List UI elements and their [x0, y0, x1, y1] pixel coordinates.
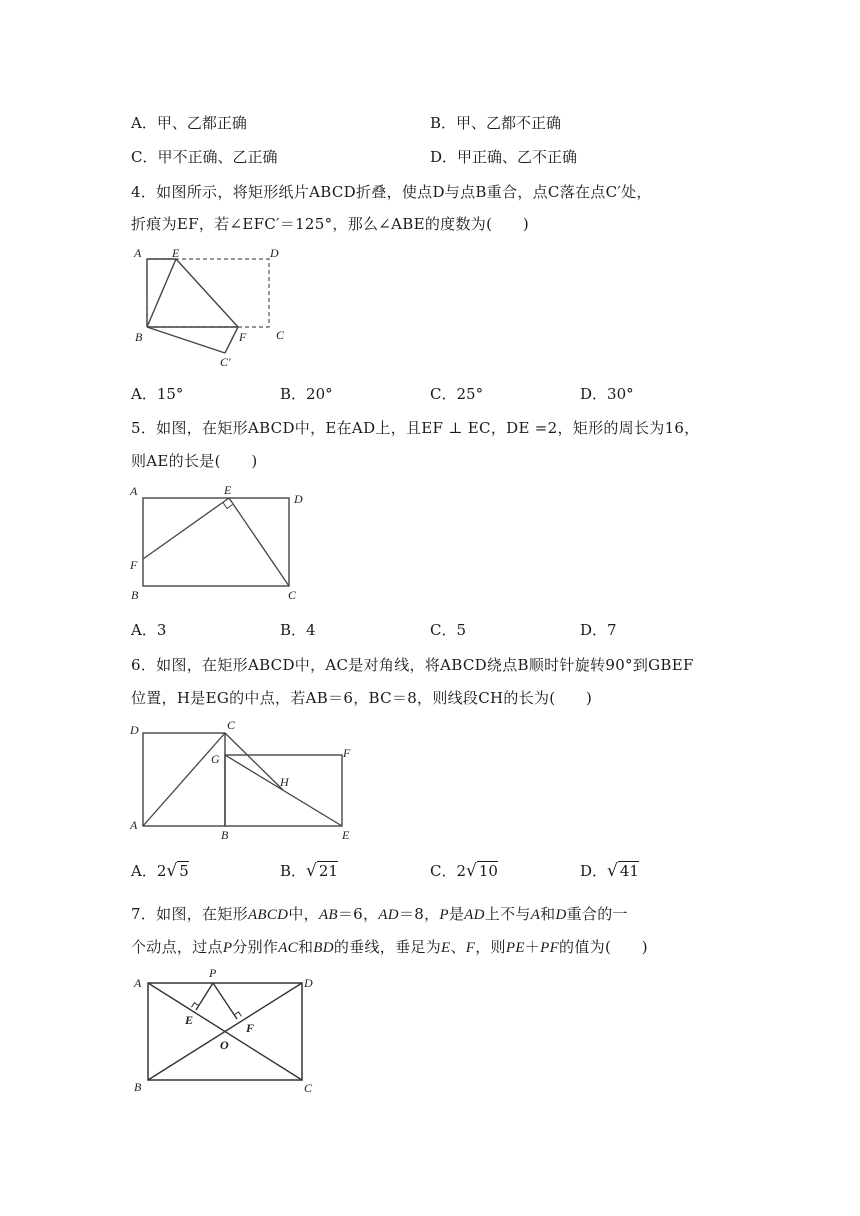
q5-label-c: C — [288, 588, 297, 602]
q6-label-d: D — [130, 723, 139, 737]
q7-var: PE — [505, 940, 525, 956]
q7-var: P — [439, 907, 449, 923]
q7-label-p: P — [209, 966, 217, 980]
q5-stem-line1: 5．如图，在矩形ABCD中，E在AD上，且EF ⊥ EC，DE =2，矩形的周长为16， — [131, 419, 700, 437]
q4-option-d: D．30° — [580, 385, 634, 403]
q7-text: 中， — [288, 905, 319, 923]
q7-label-b: B — [134, 1080, 142, 1094]
q6-option-d-radicand: 41 — [619, 862, 639, 880]
q6-segment-ge — [225, 755, 342, 826]
q5-label-e: E — [224, 483, 232, 497]
q5-right-angle-mark — [223, 503, 233, 509]
q6-option-c-radicand: 10 — [478, 862, 498, 880]
q3-option-d: D．甲正确、乙不正确 — [430, 148, 578, 166]
q5-segment-ec — [229, 498, 289, 586]
q6-label-e: E — [342, 828, 350, 842]
q4-label-d: D — [270, 246, 279, 260]
q7-var: AD — [464, 907, 485, 923]
q7-text: 7．如图，在矩形 — [131, 905, 248, 923]
radical-sign-icon: √ — [466, 861, 477, 881]
q7-var: AB — [318, 907, 338, 923]
q4-dashed-rect — [147, 259, 269, 327]
q6-segment-ch — [225, 733, 283, 790]
q4-label-c: C — [276, 328, 285, 342]
q7-segment-pf — [213, 983, 237, 1019]
q7-text: 和 — [540, 905, 556, 923]
q7-var: D — [555, 907, 567, 923]
q6-option-b — [280, 860, 338, 881]
q6-label-b: B — [221, 828, 229, 842]
q7-label-d: D — [304, 976, 313, 990]
q6-option-d — [580, 860, 639, 881]
q6-label-a: A — [130, 818, 138, 832]
q7-text: 个动点，过点 — [131, 938, 223, 956]
q5-segment-fe — [143, 498, 229, 559]
q7-var: BD — [313, 940, 334, 956]
q5-label-f: F — [130, 558, 138, 572]
q5-rect-abcd — [143, 498, 289, 586]
q7-text: 重合的一 — [566, 905, 628, 923]
radical-sign-icon: √ — [166, 861, 178, 881]
q7-text: ＝8， — [398, 905, 440, 923]
q7-var: A — [530, 907, 541, 923]
q4-label-b: B — [135, 330, 143, 344]
q6-label-f: F — [343, 746, 351, 760]
q6-stem-line2: 位置，H是EG的中点，若AB＝6，BC＝8，则线段CH的长为( ) — [131, 689, 593, 707]
q7-text: 、 — [450, 938, 466, 956]
q7-var: F — [465, 940, 476, 956]
q7-var: E — [441, 940, 451, 956]
q7-figure — [128, 962, 328, 1097]
q7-var: ABCD — [247, 907, 289, 923]
q6-stem-line1: 6．如图，在矩形ABCD中，AC是对角线，将ABCD绕点B顺时针旋转90°到GBEF — [131, 656, 694, 674]
q6-option-d-prefix: D． — [580, 862, 608, 880]
q7-var: AC — [278, 940, 298, 956]
q7-label-c: C — [304, 1081, 313, 1095]
q7-var: PF — [540, 940, 560, 956]
q6-diagonal-ac — [143, 733, 225, 826]
q4-figure — [128, 240, 298, 375]
q5-stem-line2: 则AE的长是( ) — [131, 452, 258, 470]
q4-stem-line1: 4．如图所示，将矩形纸片ABCD折叠，使点D与点B重合，点C落在点C′处， — [131, 183, 652, 201]
q6-option-a-radicand: 5 — [179, 862, 189, 880]
q4-label-e: E — [172, 246, 180, 260]
q7-label-e: E — [185, 1013, 194, 1027]
radical-sign-icon: √ — [607, 861, 618, 881]
q7-text: ＋ — [524, 938, 541, 956]
q4-segment-bc1 — [147, 327, 225, 353]
q6-label-g: G — [211, 752, 220, 766]
q7-text: 上不与 — [484, 905, 531, 923]
q5-label-b: B — [131, 588, 139, 602]
q5-option-d: D．7 — [580, 621, 617, 639]
q7-label-f: F — [246, 1021, 255, 1035]
q6-option-a — [131, 860, 189, 881]
q4-label-c-prime: C′ — [220, 355, 231, 369]
q4-label-f: F — [239, 330, 247, 344]
radical-sign-icon: √ — [306, 861, 317, 881]
q6-option-b-prefix: B． — [280, 862, 307, 880]
q6-figure — [128, 715, 363, 845]
q7-text: 分别作 — [232, 938, 279, 956]
q7-text: 是 — [448, 905, 465, 923]
q5-figure — [128, 478, 318, 608]
q6-option-c — [430, 860, 498, 881]
q7-text: ，则 — [475, 938, 506, 956]
q5-option-b: B．4 — [280, 621, 316, 639]
q5-label-d: D — [294, 492, 303, 506]
q4-crease-ef — [176, 259, 238, 327]
q7-stem-line1 — [131, 903, 628, 924]
q6-label-h: H — [280, 775, 289, 789]
q4-option-c: C．25° — [430, 385, 484, 403]
q4-option-a: A．15° — [131, 385, 184, 403]
q5-option-a: A．3 — [131, 621, 167, 639]
q7-label-a: A — [134, 976, 142, 990]
q5-option-c: C．5 — [430, 621, 467, 639]
q7-label-o: O — [220, 1038, 229, 1052]
q4-option-b: B．20° — [280, 385, 333, 403]
q6-option-c-prefix: C．2 — [430, 862, 467, 880]
q5-label-a: A — [130, 484, 138, 498]
q7-var: AD — [378, 907, 399, 923]
q3-option-a: A．甲、乙都正确 — [131, 114, 247, 132]
q4-segment-be — [147, 259, 176, 327]
q7-text: 的垂线，垂足为 — [333, 938, 441, 956]
q6-option-b-radicand: 21 — [318, 862, 338, 880]
q6-label-c: C — [227, 718, 236, 732]
q3-option-b: B．甲、乙都不正确 — [430, 114, 562, 132]
q6-option-a-prefix: A．2 — [131, 862, 167, 880]
q3-option-c: C．甲不正确、乙正确 — [131, 148, 278, 166]
q7-text: ＝6， — [337, 905, 379, 923]
q4-stem-line2: 折痕为EF，若∠EFC′＝125°，那么∠ABE的度数为( ) — [131, 215, 529, 233]
q7-stem-line2 — [131, 936, 648, 957]
q4-label-a: A — [134, 246, 142, 260]
q7-var: P — [222, 940, 233, 956]
q7-text: 和 — [297, 938, 314, 956]
q7-text: 的值为( ) — [559, 938, 648, 956]
q4-segment-c1f — [225, 327, 238, 353]
